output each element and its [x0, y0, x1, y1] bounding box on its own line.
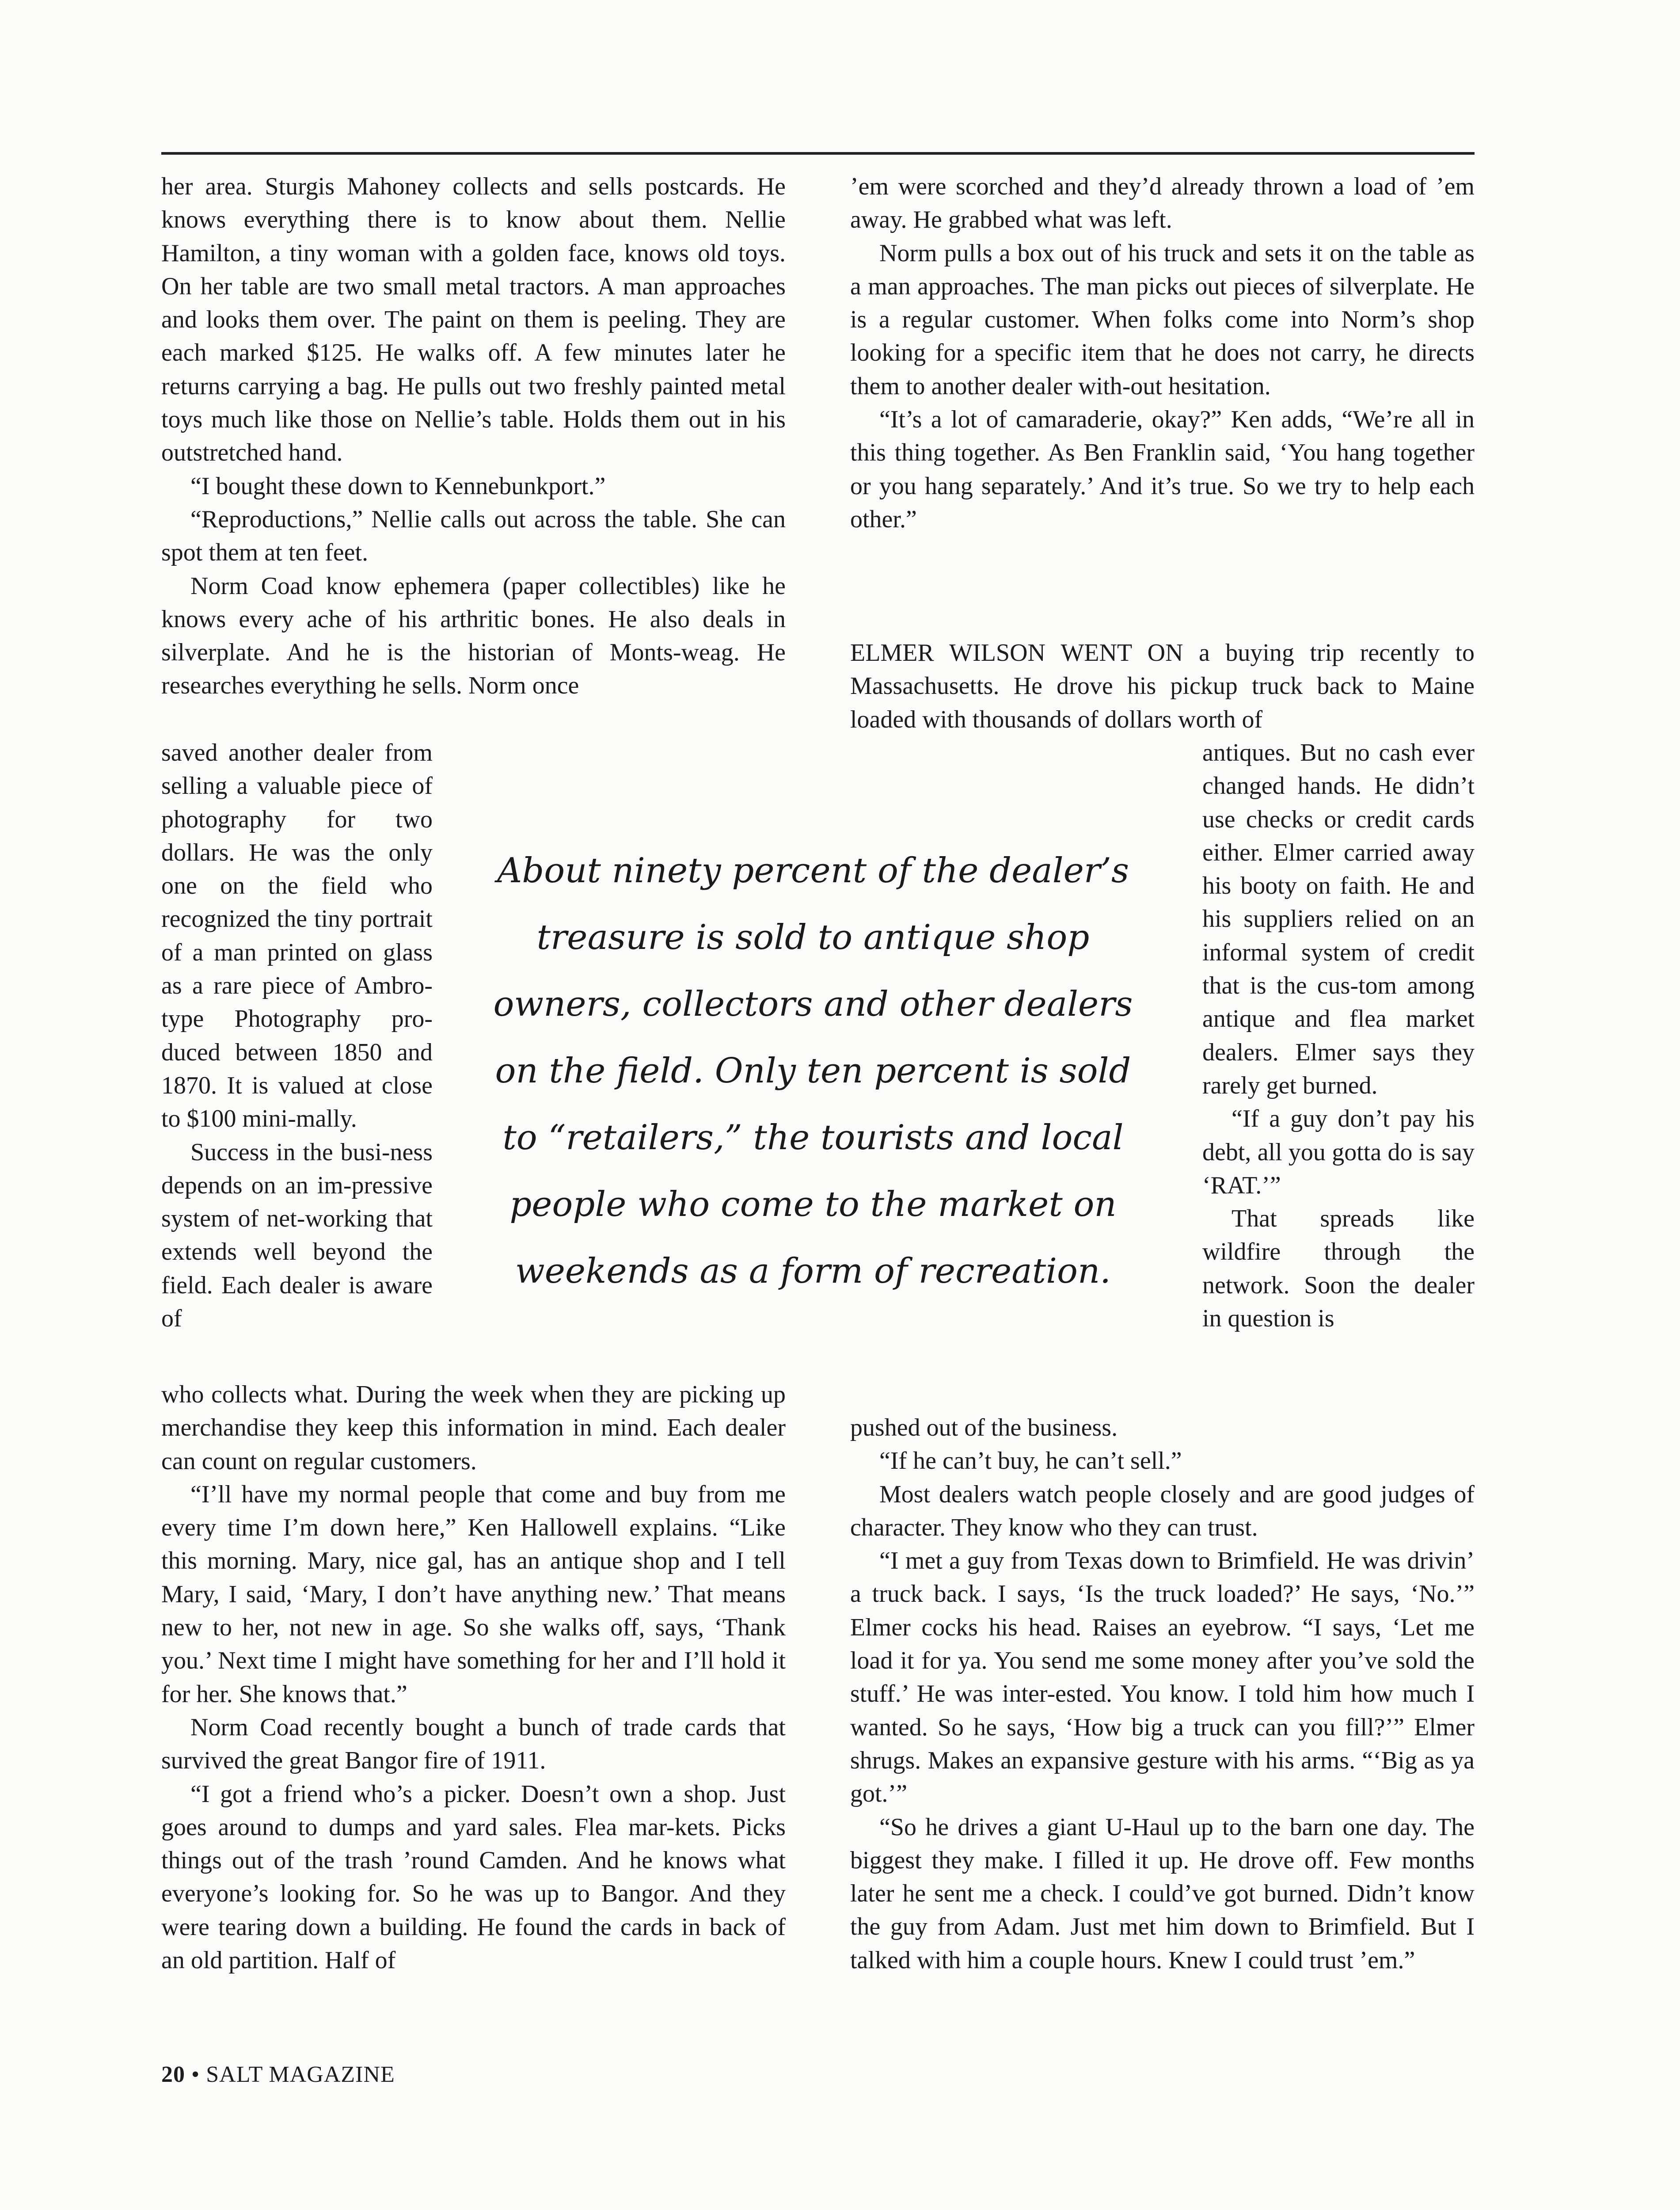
left-column-narrow: [161, 736, 433, 1335]
paragraph: “I met a guy from Texas down to Brimfield. He was drivin’ a truck back. I says, ‘Is the truck loaded?’ He says, ‘No.’” Elmer cocks his head. Raises an eyebrow. “I says, ‘Let me load it for ya. You send me some money after you’ve sold the stuff.’ He was inter-ested. You know. I told him how much I wanted. So he says, ‘How big a truck can you fill?’” Elmer shrugs. Makes an expansive gesture with his arms. “‘Big as ya got.’”: [850, 1547, 1475, 1808]
paragraph: “I bought these down to Kennebunkport.”: [190, 472, 606, 500]
right-column-top: [850, 170, 1475, 536]
paragraph: That spreads like wildfire through the network. Soon the dealer in question is: [1202, 1205, 1475, 1333]
paragraph: ’em were scorched and they’d already thrown a load of ’em away. He grabbed what was left.: [850, 173, 1475, 234]
right-column-bottom: [850, 1411, 1475, 1977]
paragraph: Norm Coad recently bought a bunch of trade cards that survived the great Bangor fire of 1911.: [161, 1713, 786, 1775]
footer-separator: •: [191, 2062, 200, 2087]
paragraph: her area. Sturgis Mahoney collects and sells postcards. He knows everything there is to know about them. Nellie Hamilton, a tiny woman with a golden face, knows old toys. On her table are two small metal tractors. A man approaches and looks them over. The paint on them is peeling. They are each marked $125. He walks off. A few minutes later he returns carrying a bag. He pulls out two freshly painted metal toys much like those on Nellie’s table. Holds them out in his outstretched hand.: [161, 173, 786, 467]
left-column-top: [161, 170, 786, 703]
paragraph: “It’s a lot of camaraderie, okay?” Ken adds, “We’re all in this thing together. As Ben Franklin said, ‘You hang together or you hang separately.’ And it’s true. So we try to help each other.”: [850, 406, 1475, 533]
page-number: 20: [161, 2062, 185, 2087]
paragraph: Norm pulls a box out of his truck and sets it on the table as a man approaches. The man picks out pieces of silverplate. He is a regular customer. When folks come into Norm’s shop looking for a specific item that he does not carry, he directs them to another dealer with-out hesitation.: [850, 239, 1475, 400]
paragraph: Success in the busi-ness depends on an im-pressive system of net-working that extends well beyond the field. Each dealer is aware of: [161, 1138, 433, 1333]
left-column-bottom: [161, 1378, 786, 1977]
paragraph: antiques. But no cash ever changed hands. He didn’t use checks or credit cards either. Elmer carried away his booty on faith. He and his suppliers relied on an informal system of credit that is the cus-tom among antique and flea market dealers. Elmer says they rarely get burned.: [1202, 739, 1475, 1099]
paragraph: “I’ll have my normal people that come and buy from me every time I’m down here,” Ken Hallowell explains. “Like this morning. Mary, nice gal, has an antique shop and I tell Mary, I said, ‘Mary, I don’t have anything new.’ That means new to her, not new in age. So she walks off, says, ‘Thank you.’ Next time I might have something for her and I’ll hold it for her. She knows that.”: [161, 1480, 786, 1708]
pull-quote: About ninety percent of the dealer’s treasure is sold to antique shop owners, collectors and other dealers on the field. Only ten percent is sold to “retailers,” the tourists and local people who come to the market on weekends as a form of recreation.: [493, 851, 1133, 1291]
paragraph: Norm Coad know ephemera (paper collectibles) like he knows every ache of his arthritic bones. He also deals in silverplate. And he is the historian of Monts-weag. He researches everything he sells. Norm once: [161, 572, 786, 700]
right-column-narrow: [1202, 736, 1475, 1335]
section-lead-paragraph: ELMER WILSON WENT ON a buying trip recently to Massachusetts. He drove his pickup truck back to Maine loaded with thousands of dollars worth of: [850, 639, 1475, 733]
paragraph: “If a guy don’t pay his debt, all you gotta do is say ‘RAT.’”: [1202, 1105, 1475, 1199]
paragraph: Most dealers watch people closely and are good judges of character. They know who they can trust.: [850, 1480, 1475, 1541]
paragraph: who collects what. During the week when they are picking up merchandise they keep this information in mind. Each dealer can count on regular customers.: [161, 1381, 786, 1475]
paragraph: “If he can’t buy, he can’t sell.”: [879, 1447, 1182, 1475]
section-start: [850, 636, 1475, 736]
paragraph: pushed out of the business.: [850, 1414, 1118, 1441]
publication-name: SALT MAGAZINE: [206, 2062, 395, 2087]
paragraph: “So he drives a giant U-Haul up to the barn one day. The biggest they make. I filled it up. He drove off. Few months later he sent me a check. I could’ve got burned. Didn’t know the guy from Adam. Just met him down to Brimfield. But I talked with him a couple hours. Knew I could trust ’em.”: [850, 1813, 1475, 1974]
paragraph: “I got a friend who’s a picker. Doesn’t own a shop. Just goes around to dumps and yard sales. Flea mar-kets. Picks things out of the trash ’round Camden. And he knows what everyone’s looking for. So he was up to Bangor. And they were tearing down a building. He found the cards in back of an old partition. Half of: [161, 1780, 786, 1974]
page-footer: [161, 2061, 395, 2088]
top-rule: [161, 152, 1475, 155]
paragraph: saved another dealer from selling a valuable piece of photography for two dollars. He was the only one on the field who recognized the tiny portrait of a man printed on glass as a rare piece of Ambro-type Photography pro-duced between 1850 and 1870. It is valued at close to $100 mini-mally.: [161, 739, 433, 1133]
paragraph: “Reproductions,” Nellie calls out across the table. She can spot them at ten feet.: [161, 505, 786, 567]
